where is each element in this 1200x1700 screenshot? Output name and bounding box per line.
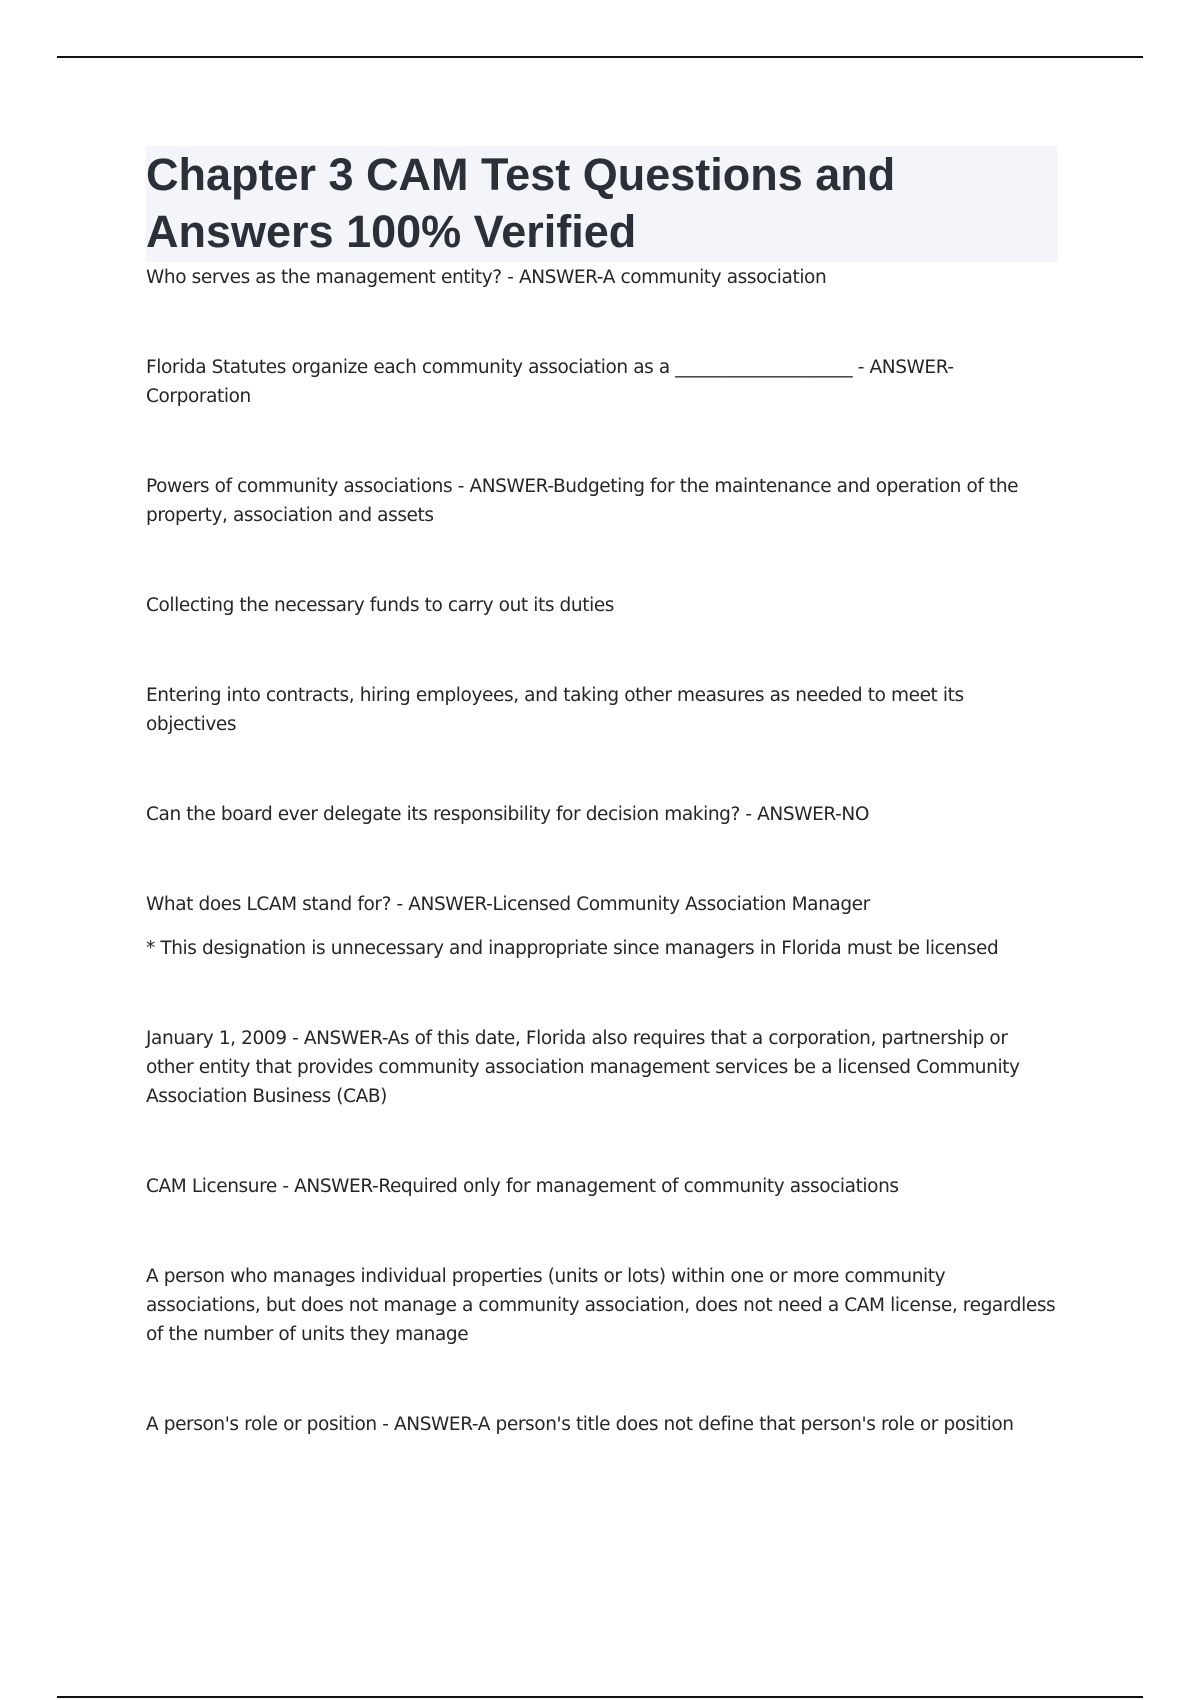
qa-entry-10: A person who manages individual properties (units or lots) within one or more community associations, but does not manage a community association, does not need a CAM license, regardless of the number of units they manage [146, 1266, 1056, 1345]
qa-entry-5: Entering into contracts, hiring employees, and taking other measures as needed to meet its objectives [146, 685, 964, 735]
qa-entry-2: Florida Statutes organize each community association as a ____________________ - ANSWER-Corporation [146, 357, 954, 407]
document-body [146, 146, 1058, 1439]
qa-entry-4: Collecting the necessary funds to carry out its duties [146, 595, 615, 616]
bottom-rule [57, 1696, 1143, 1698]
qa-entry-8: January 1, 2009 - ANSWER-As of this date, Florida also requires that a corporation, partnership or other entity that provides community association management services be a licensed Community Association Business (CAB) [146, 1028, 1020, 1107]
qa-entry-7-note: * This designation is unnecessary and inappropriate since managers in Florida must be licensed [146, 938, 999, 959]
qa-entry-11: A person's role or position - ANSWER-A person's title does not define that person's role or position [146, 1414, 1014, 1435]
qa-entry-1: Who serves as the management entity? - ANSWER-A community association [146, 267, 827, 288]
qa-entry-6: Can the board ever delegate its responsibility for decision making? - ANSWER-NO [146, 804, 869, 825]
qa-entry-7: What does LCAM stand for? - ANSWER-Licensed Community Association Manager [146, 894, 870, 915]
qa-entry-9: CAM Licensure - ANSWER-Required only for management of community associations [146, 1176, 899, 1197]
top-rule [57, 56, 1143, 58]
qa-entry-3: Powers of community associations - ANSWER-Budgeting for the maintenance and operation of the property, association and assets [146, 476, 1019, 526]
document-title: Chapter 3 CAM Test Questions and Answers 100% Verified [146, 149, 896, 257]
title-block [146, 146, 1058, 262]
